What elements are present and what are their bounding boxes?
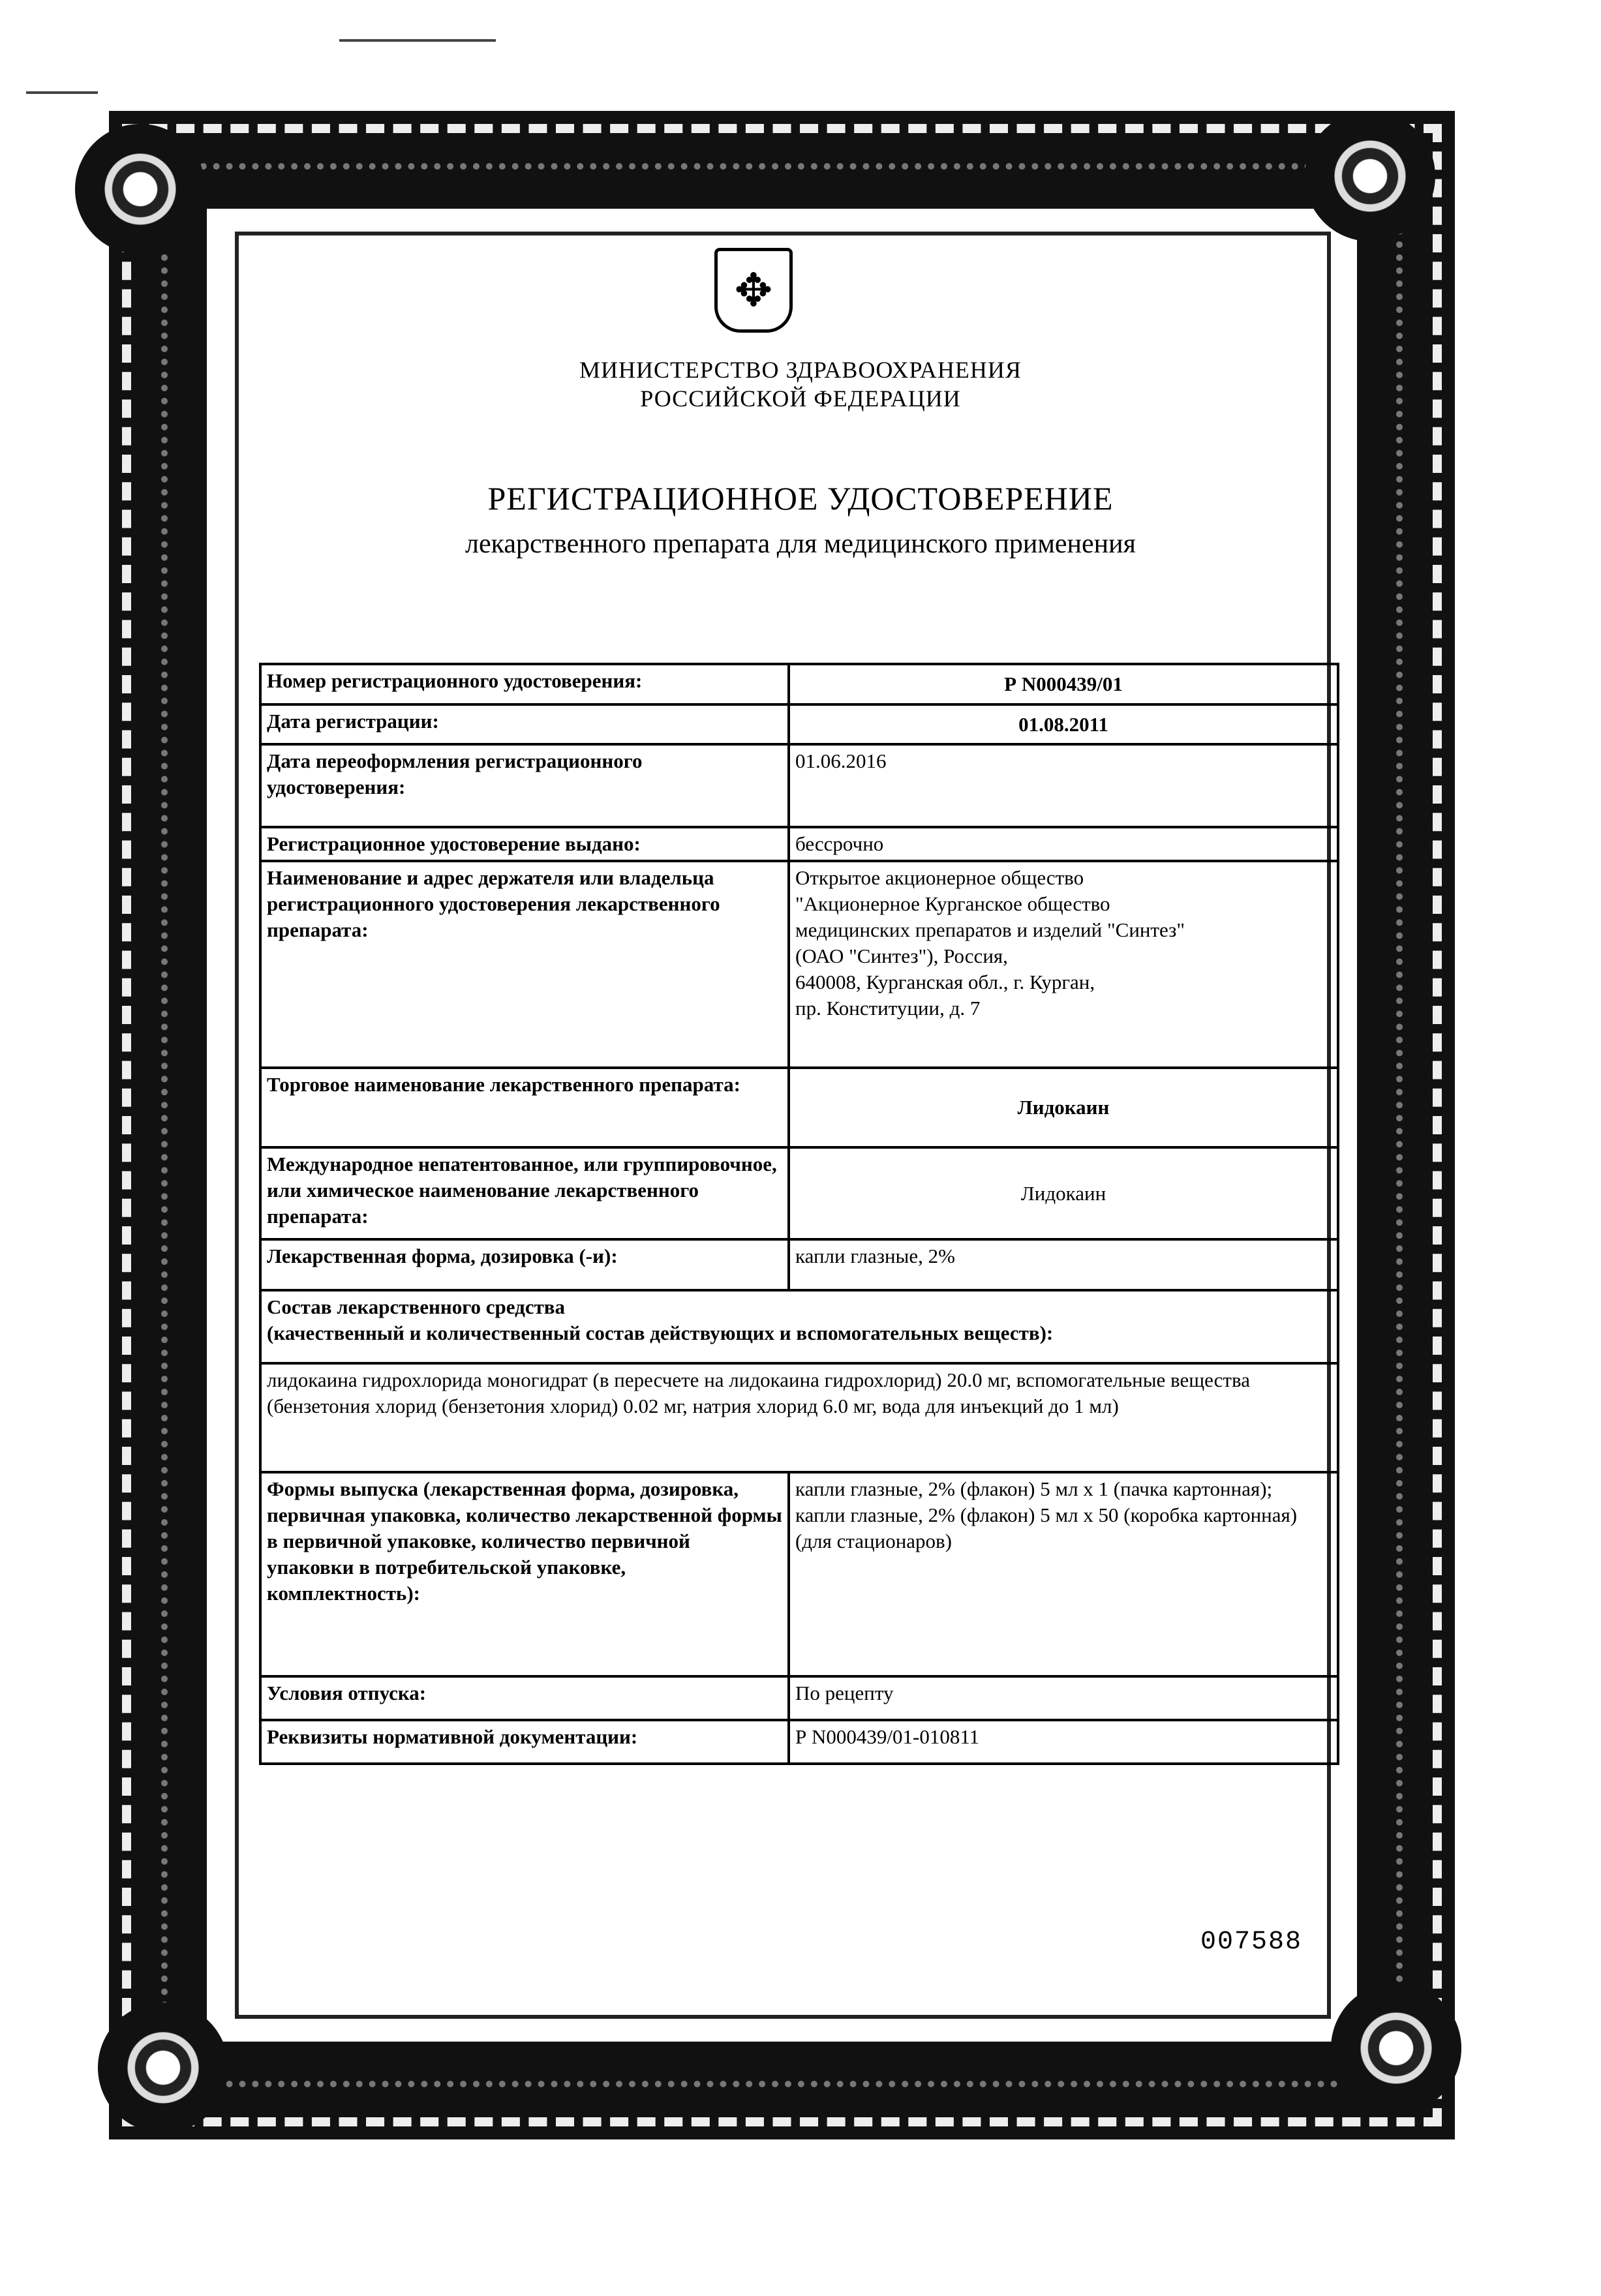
scan-artifact (26, 91, 98, 94)
row-label: Международное непатентованное, или группировочное, или химическое наименование лекарственного препарата: (260, 1147, 789, 1239)
row-value: Лидокаин (789, 1147, 1338, 1239)
row-label: Торговое наименование лекарственного препарата: (260, 1068, 789, 1147)
ministry-line-1: МИНИСТЕРСТВО ЗДРАВООХРАНЕНИЯ (579, 357, 1022, 383)
table-row (260, 1290, 1338, 1363)
row-value: Р N000439/01 (789, 664, 1338, 704)
composition-label (260, 1290, 1338, 1363)
row-label: Формы выпуска (лекарственная форма, дозировка, первичная упаковка, количество лекарственной формы в первичной упаковке, количество первичной упаковки в потребительской упаковке, комплектность): (260, 1472, 789, 1676)
release-line: капли глазные, 2% (флакон) 5 мл x 1 (пачка картонная); (795, 1477, 1273, 1500)
corner-rosette-icon (75, 124, 206, 254)
table-row (260, 1239, 1338, 1290)
ministry-name (0, 355, 1601, 413)
table-row (260, 1472, 1338, 1676)
row-label: Лекарственная форма, дозировка (-и): (260, 1239, 789, 1290)
holder-line: 640008, Курганская обл., г. Курган, (795, 971, 1095, 993)
holder-line: (ОАО "Синтез"), Россия, (795, 944, 1008, 967)
row-label: Наименование и адрес держателя или владельца регистрационного удостоверения лекарственного препарата: (260, 861, 789, 1068)
table-row (260, 1147, 1338, 1239)
row-value: бессрочно (789, 827, 1338, 861)
holder-line: "Акционерное Курганское общество (795, 892, 1110, 915)
table-row (260, 1363, 1338, 1472)
row-value: 01.08.2011 (789, 704, 1338, 744)
holder-line: пр. Конституции, д. 7 (795, 997, 981, 1020)
row-label: Номер регистрационного удостоверения: (260, 664, 789, 704)
row-label: Дата регистрации: (260, 704, 789, 744)
registration-table (259, 663, 1339, 1765)
ministry-line-2: РОССИЙСКОЙ ФЕДЕРАЦИИ (640, 385, 961, 412)
table-row (260, 827, 1338, 861)
row-label: Условия отпуска: (260, 1676, 789, 1720)
row-label: Реквизиты нормативной документации: (260, 1720, 789, 1764)
table-row (260, 744, 1338, 827)
table-row (260, 861, 1338, 1068)
corner-rosette-icon (1331, 1983, 1461, 2113)
holder-line: Открытое акционерное общество (795, 866, 1084, 889)
release-line: капли глазные, 2% (флакон) 5 мл x 50 (коробка картонная) (для стационаров) (795, 1503, 1298, 1552)
composition-label-line: Состав лекарственного средства (267, 1295, 566, 1318)
composition-text: лидокаина гидрохлорида моногидрат (в пересчете на лидокаина гидрохлорид) 20.0 мг, вспомогательные вещества (бензетония хлорид (бензетония хлорид) 0.02 мг, натрия хлорид 6.0 мг, вода для инъекций до 1 мл) (260, 1363, 1338, 1472)
serial-number: 007588 (1200, 1927, 1303, 1957)
row-value: 01.06.2016 (789, 744, 1338, 827)
holder-line: медицинских препаратов и изделий "Синтез" (795, 918, 1185, 941)
table-row (260, 664, 1338, 704)
table-row (260, 704, 1338, 744)
table-row (260, 1676, 1338, 1720)
table-row (260, 1720, 1338, 1764)
row-value (789, 1472, 1338, 1676)
row-value: Лидокаин (789, 1068, 1338, 1147)
row-value (789, 861, 1338, 1068)
corner-rosette-icon (98, 2002, 228, 2133)
row-value: капли глазные, 2% (789, 1239, 1338, 1290)
composition-label-line: (качественный и количественный состав действующих и вспомогательных веществ): (267, 1322, 1054, 1344)
row-label: Дата переоформления регистрационного удостоверения: (260, 744, 789, 827)
scan-artifact (339, 39, 496, 42)
coat-of-arms-icon: ✥ (714, 248, 793, 333)
corner-rosette-icon (1305, 111, 1435, 241)
document-subtitle: лекарственного препарата для медицинского применения (465, 529, 1136, 559)
row-value: Р N000439/01-010811 (789, 1720, 1338, 1764)
row-label: Регистрационное удостоверение выдано: (260, 827, 789, 861)
document-title: РЕГИСТРАЦИОННОЕ УДОСТОВЕРЕНИЕ (487, 480, 1114, 517)
table-row (260, 1068, 1338, 1147)
row-value: По рецепту (789, 1676, 1338, 1720)
